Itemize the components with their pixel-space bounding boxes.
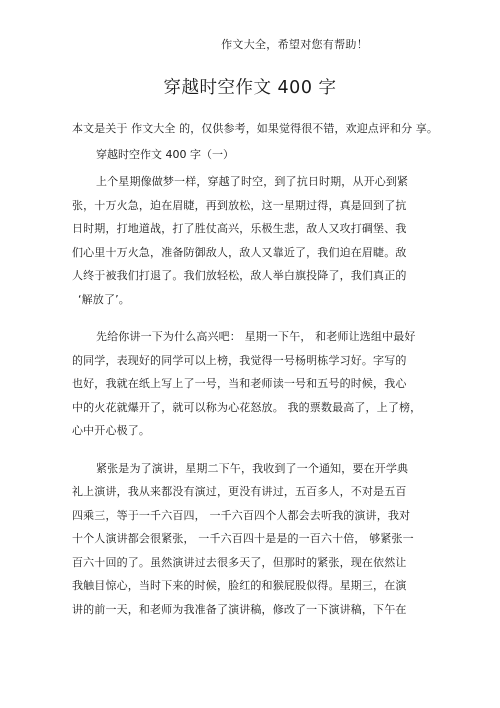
text-line: 人终于被我们打退了。我们放轻松，敌人举白旗投降了，我们真正的	[72, 269, 407, 282]
paragraph-gap	[72, 443, 452, 457]
paragraph-gap	[72, 311, 452, 325]
paragraph	[72, 170, 452, 311]
header-note: 作文大全，希望对您有帮助！	[221, 38, 368, 51]
text-line: 讲的前一天，和老师为我准备了演讲稿，修改了一下演讲稿，下午在	[72, 602, 407, 616]
text-line: 我触目惊心，当时下来的时候，脸红的和猴屁股似得。星期三，在演	[72, 579, 407, 592]
text-line: ‘解放了’。	[78, 292, 130, 306]
essay-subtitle: 穿越时空作文 400 字（一）	[96, 148, 234, 161]
text-line: 日时期，打地道战，打了胜仗高兴，乐极生悲，敌人又攻打碉堡、我	[72, 222, 407, 235]
text-line: 上个星期像做梦一样，穿越了时空，到了抗日时期，从开心到紧	[96, 175, 409, 188]
text-line: 百六十回的了。虽然演讲过去很多天了，但那时的紧张，现在依然让	[72, 555, 407, 569]
text-line: 紧张是为了演讲，星期二下午，我收到了一个通知，要在开学典	[96, 461, 409, 475]
document-title: 穿越时空作文 400 字	[163, 78, 337, 98]
text-line: 张，十万火急，迫在眉睫，再到放松，这一星期过得，真是回到了抗	[72, 198, 407, 212]
essay-body	[72, 170, 452, 621]
text-line: 礼上演讲，我从来都没有演过，更没有讲过，五百多人，不对是五百	[72, 485, 407, 498]
text-line: 心中开心极了。	[72, 424, 151, 437]
text-line: 也好，我就在纸上写上了一号，当和老师读一号和五号的时候，我心	[72, 377, 407, 390]
intro-line: 本文是关于 作文大全 的，仅供参考，如果觉得很不错，欢迎点评和分 享。	[72, 122, 438, 135]
text-line: 先给你讲一下为什么高兴吧： 星期一下午， 和老师让选组中最好	[96, 330, 416, 343]
text-line: 的同学，表现好的同学可以上榜，我觉得一号杨明栋学习好。字写的	[72, 353, 407, 367]
text-line: 中的火花就爆开了，就可以称为心花怒放。 我的票数最高了，上了榜，	[72, 400, 422, 414]
paragraph	[72, 457, 452, 622]
paragraph	[72, 325, 452, 443]
text-line: 四乘三，等于一千六百四， 一千六百四个人都会去听我的演讲，我对	[72, 508, 411, 522]
text-line: 们心里十万火急，准备防御敌人，敌人又靠近了，我们迫在眉睫。敌	[72, 245, 407, 259]
text-line: 十个人演讲都会很紧张， 一千六百四十是是的一百六十倍， 够紧张一	[72, 532, 414, 545]
